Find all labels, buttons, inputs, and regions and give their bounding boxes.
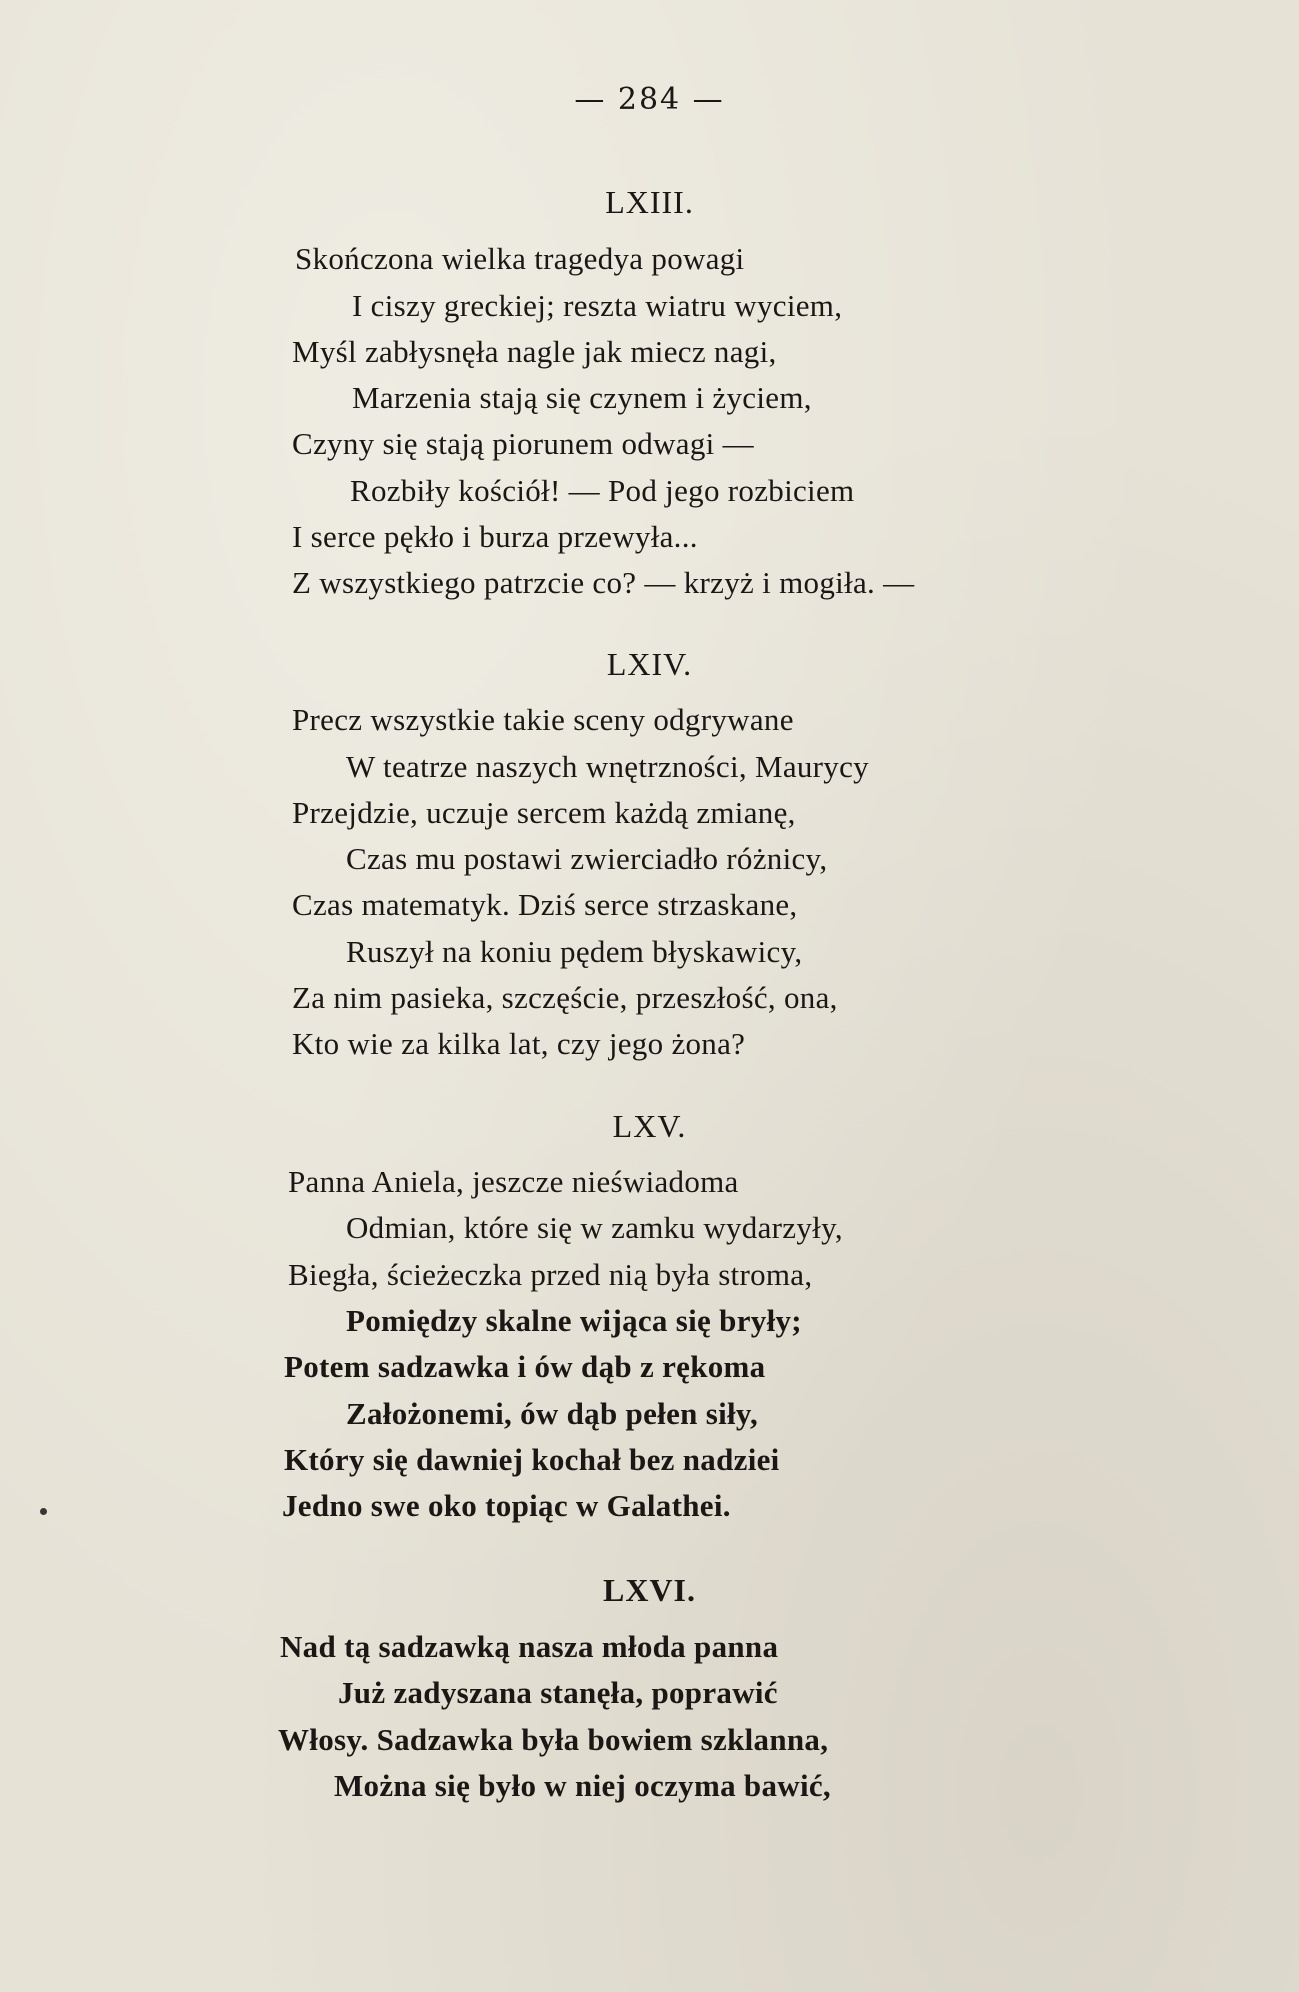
verse-line: Czas matematyk. Dziś serce strzaskane,: [292, 887, 798, 922]
stanza-heading-lxiii: LXIII.: [605, 184, 694, 220]
verse-line: Biegła, ścieżeczka przed nią była stroma,: [288, 1257, 813, 1292]
verse-line: W teatrze naszych wnętrzności, Maurycy: [346, 749, 869, 784]
verse-line: Panna Aniela, jeszcze nieświadoma: [288, 1164, 739, 1199]
verse-line: Jedno swe oko topiąc w Galathei.: [282, 1488, 731, 1523]
verse-line: Który się dawniej kochał bez nadziei: [284, 1442, 780, 1477]
verse-line: Już zadyszana stanęła, poprawić: [338, 1675, 778, 1710]
verse-line: Skończona wielka tragedya powagi: [295, 241, 745, 276]
verse-line: Można się było w niej oczyma bawić,: [334, 1768, 831, 1803]
verse-line: Za nim pasieka, szczęście, przeszłość, ona,: [292, 980, 838, 1015]
verse-line: Z wszystkiego patrzcie co? — krzyż i mogiła. —: [292, 565, 915, 600]
stanza-heading-lxv: LXV.: [612, 1108, 687, 1144]
verse-line: Potem sadzawka i ów dąb z rękoma: [284, 1349, 766, 1384]
verse-line: Odmian, które się w zamku wydarzyły,: [346, 1210, 843, 1245]
stanza-heading-lxiv: LXIV.: [606, 646, 693, 682]
verse-line: Nad tą sadzawką nasza młoda panna: [280, 1629, 779, 1664]
verse-line: I ciszy greckiej; reszta wiatru wyciem,: [352, 288, 843, 323]
verse-line: Przejdzie, uczuje sercem każdą zmianę,: [292, 795, 796, 830]
verse-line: Czas mu postawi zwierciadło różnicy,: [346, 841, 828, 876]
verse-line: Założonemi, ów dąb pełen siły,: [346, 1396, 759, 1431]
verse-line: I serce pękło i burza przewyła...: [292, 519, 698, 554]
verse-line: Myśl zabłysnęła nagle jak miecz nagi,: [292, 334, 777, 369]
page-number: — 284 —: [574, 82, 725, 117]
verse-line: Pomiędzy skalne wijąca się bryły;: [346, 1303, 802, 1338]
verse-line: Ruszył na koniu pędem błyskawicy,: [346, 934, 803, 969]
verse-line: Kto wie za kilka lat, czy jego żona?: [292, 1026, 746, 1061]
verse-line: Marzenia stają się czynem i życiem,: [352, 380, 812, 415]
ink-speck: [40, 1508, 47, 1515]
verse-line: Rozbiły kościół! — Pod jego rozbiciem: [350, 473, 855, 508]
verse-line: Precz wszystkie takie sceny odgrywane: [292, 702, 794, 737]
stanza-heading-lxvi: LXVI.: [602, 1572, 696, 1608]
verse-line: Włosy. Sadzawka była bowiem szklanna,: [278, 1722, 829, 1757]
verse-line: Czyny się stają piorunem odwagi —: [292, 426, 754, 461]
